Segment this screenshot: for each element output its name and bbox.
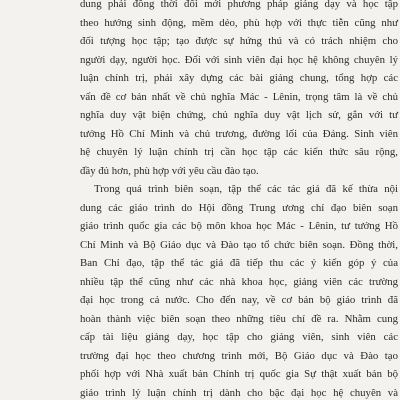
text-line: vấn đề cơ bản nhất về chủ nghĩa Mác - Lênin, trọng tâm là về chủ bbox=[80, 90, 398, 103]
text-line: Chí Minh và Bộ Giáo dục và Đào tạo tổ chức biên soạn. Đồng thời, bbox=[80, 238, 398, 251]
text-line: người dạy, người học. Đối với sinh viên đại học hệ không chuyên lý bbox=[80, 53, 398, 66]
text-line: hệ chuyên lý luận chính trị cần học tập các kiến thức sâu rộng, bbox=[80, 146, 398, 158]
text-line: đối tượng học tập; tạo được sự hứng thú và có trách nhiệm cho bbox=[80, 35, 398, 47]
text-line: luận chính trị, phải xây dựng các bài giảng chung, tổng hợp các bbox=[80, 72, 398, 84]
text-line: Trong quá trình biên soạn, tập thể các tác giả đã kế thừa nội bbox=[94, 183, 398, 195]
text-line: nhiều tập thể cũng như các nhà khoa học, giảng viên các trường bbox=[80, 275, 398, 288]
paragraph-2 bbox=[80, 180, 398, 400]
text-line: phối hợp với Nhà xuất bản Chính trị quốc gia Sự thật xuất bản bộ bbox=[80, 368, 398, 380]
text-line: nghĩa duy vật biện chứng, chủ nghĩa duy vật lịch sử, gắn với tư bbox=[80, 109, 398, 121]
text-line: trường đại học theo chương trình mới, Bộ Giáo dục và Đào tạo bbox=[80, 349, 398, 362]
text-line: giáo trình lý luận chính trị dành cho bậc đại học hệ chuyên và bbox=[80, 386, 398, 399]
body-text bbox=[80, 0, 398, 400]
text-line: theo hướng sinh động, mềm dẻo, phù hợp với thực tiễn cũng như bbox=[80, 16, 398, 29]
text-line: đầy đủ hơn, phù hợp với yêu cầu đào tạo. bbox=[80, 164, 259, 177]
text-line: hoàn thành việc biên soạn theo những tiêu chí đề ra. Nhằm cung bbox=[80, 312, 398, 325]
text-line: cấp tài liệu giảng dạy, học tập cho giảng viên, sinh viên các bbox=[80, 331, 398, 343]
text-line: Ban Chỉ đạo, tập thể tác giả đã tiếp thu các ý kiến góp ý của bbox=[80, 257, 398, 269]
paragraph-1 bbox=[80, 0, 398, 180]
text-line: tưởng Hồ Chí Minh và chủ trương, đường lối của Đảng. Sinh viên bbox=[80, 127, 398, 140]
text-line: đại học trong cả nước. Cho đến nay, về cơ bản bộ giáo trình đã bbox=[80, 294, 398, 306]
text-line: dung phải đồng thời đổi mới phương pháp giảng dạy và học tập bbox=[80, 0, 398, 10]
text-line: dung các giáo trình do Hội đồng Trung ương chỉ đạo biên soạn bbox=[80, 201, 398, 214]
text-line: giáo trình quốc gia các bộ môn khoa học Mác - Lênin, tư tưởng Hồ bbox=[80, 220, 398, 232]
